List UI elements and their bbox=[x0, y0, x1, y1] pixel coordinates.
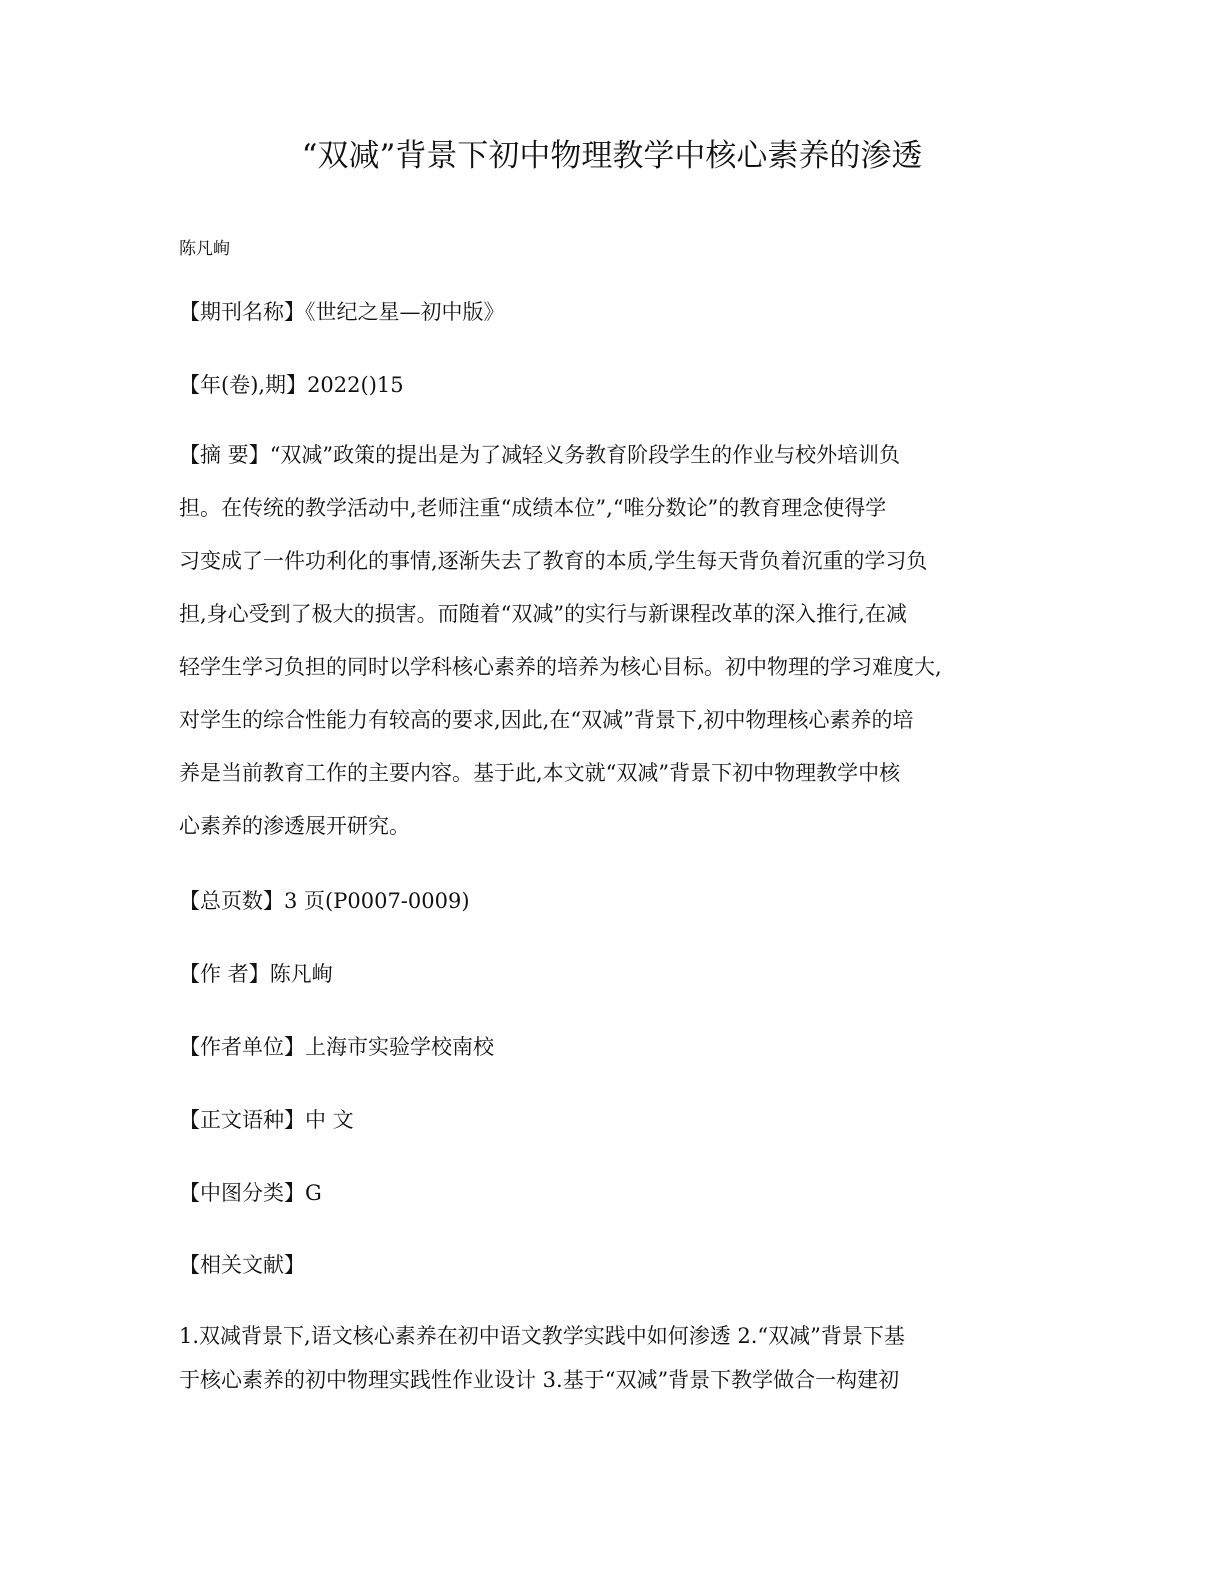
reference-line: 1.双减背景下,语文核心素养在初中语文教学实践中如何渗透 2.“双减”背景下基 bbox=[179, 1324, 905, 1348]
abstract-text: “双减”政策的提出是为了减轻义务教育阶段学生的作业与校外培训负 bbox=[269, 443, 901, 467]
language-field bbox=[179, 1104, 354, 1136]
author-field bbox=[179, 958, 333, 990]
issue-label: 【年(卷),期】 bbox=[179, 373, 308, 397]
page-count-value: 3 页(P0007-0009) bbox=[284, 889, 470, 913]
journal-field bbox=[179, 296, 505, 328]
issue-value: 2022()15 bbox=[307, 373, 404, 397]
abstract-block bbox=[179, 439, 1049, 863]
language-label: 【正文语种】 bbox=[179, 1108, 305, 1132]
affiliation-label: 【作者单位】 bbox=[179, 1035, 305, 1059]
references-list bbox=[179, 1320, 1049, 1408]
abstract-line: 担,身心受到了极大的损害。而随着“双减”的实行与新课程改革的深入推行,在减 bbox=[179, 602, 907, 626]
abstract-line: 心素养的渗透展开研究。 bbox=[179, 814, 410, 838]
classification-field bbox=[179, 1177, 322, 1209]
journal-label: 【期刊名称】 bbox=[179, 300, 305, 324]
affiliation-value: 上海市实验学校南校 bbox=[305, 1035, 494, 1059]
journal-value: 《世纪之星—初中版》 bbox=[305, 300, 505, 324]
page-count-field bbox=[179, 885, 470, 917]
abstract-line bbox=[179, 439, 1049, 492]
issue-field bbox=[179, 369, 404, 401]
author-label: 【作 者】 bbox=[179, 962, 270, 986]
references-heading: 【相关文献】 bbox=[179, 1253, 305, 1277]
abstract-label: 【摘 要】 bbox=[179, 443, 270, 467]
classification-value: G bbox=[305, 1181, 322, 1205]
abstract-line: 轻学生学习负担的同时以学科核心素养的培养为核心目标。初中物理的学习难度大, bbox=[179, 655, 942, 679]
page-count-label: 【总页数】 bbox=[179, 889, 284, 913]
abstract-line: 对学生的综合性能力有较高的要求,因此,在“双减”背景下,初中物理核心素养的培 bbox=[179, 708, 914, 732]
affiliation-field bbox=[179, 1031, 494, 1063]
classification-label: 【中图分类】 bbox=[179, 1181, 305, 1205]
abstract-line: 担。在传统的教学活动中,老师注重“成绩本位”,“唯分数论”的教育理念使得学 bbox=[179, 496, 887, 520]
author-byline: 陈凡峋 bbox=[179, 239, 230, 259]
abstract-line: 养是当前教育工作的主要内容。基于此,本文就“双减”背景下初中物理教学中核 bbox=[179, 761, 901, 785]
author-value: 陈凡峋 bbox=[269, 962, 333, 986]
article-title: “双减”背景下初中物理教学中核心素养的渗透 bbox=[301, 138, 923, 174]
abstract-line: 习变成了一件功利化的事情,逐渐失去了教育的本质,学生每天背负着沉重的学习负 bbox=[179, 549, 928, 573]
reference-line: 于核心素养的初中物理实践性作业设计 3.基于“双减”背景下教学做合一构建初 bbox=[179, 1368, 900, 1392]
language-value: 中 文 bbox=[305, 1108, 354, 1132]
